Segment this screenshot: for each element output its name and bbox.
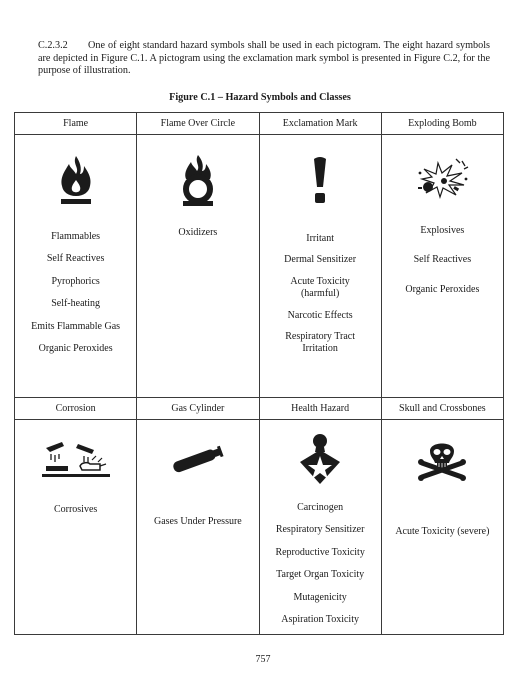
class-item: Irritant: [306, 233, 334, 244]
header-exclamation-mark: Exclamation Mark: [259, 113, 381, 135]
class-item: Reproductive Toxicity: [275, 546, 365, 558]
header-skull-and-crossbones: Skull and Crossbones: [381, 398, 503, 420]
class-item: Corrosives: [53, 504, 98, 515]
cell-gas-cylinder: [137, 420, 259, 635]
cell-corrosion: [15, 420, 137, 635]
exploding-bomb-icon: [412, 157, 472, 199]
cell-skull-and-crossbones: [381, 420, 503, 635]
health-hazard-classes: [260, 502, 381, 626]
class-item: Self-heating: [51, 298, 101, 310]
header-health-hazard: Health Hazard: [259, 398, 381, 420]
class-item: Respiratory Tract Irritation: [285, 331, 355, 355]
class-item: Self Reactives: [413, 254, 472, 266]
body-row-2: [15, 420, 504, 635]
class-item: Flammables: [51, 231, 101, 242]
exclamation-mark-classes: [260, 233, 381, 356]
class-item: Target Organ Toxicity: [276, 569, 365, 581]
header-flame: Flame: [15, 113, 137, 135]
flame-icon: [54, 154, 98, 206]
gas-cylinder-classes: [137, 516, 258, 528]
flame-over-circle-icon: [176, 153, 220, 207]
class-item: Gases Under Pressure: [153, 516, 242, 527]
class-item: Dermal Sensitizer: [284, 254, 357, 266]
body-row-1: [15, 135, 504, 398]
page-number: 757: [255, 654, 271, 665]
header-exploding-bomb: Exploding Bomb: [381, 113, 503, 135]
health-hazard-icon: [297, 432, 343, 486]
class-item: Acute Toxicity (harmful): [290, 275, 350, 300]
header-corrosion: Corrosion: [15, 398, 137, 420]
class-item: Pyrophorics: [51, 275, 100, 287]
intro-paragraph: [38, 40, 490, 78]
cell-exclamation-mark: [259, 135, 381, 398]
class-item: Emits Flammable Gas: [31, 320, 121, 332]
class-item: Carcinogen: [297, 502, 344, 513]
header-flame-over-circle: Flame Over Circle: [137, 113, 259, 135]
gas-cylinder-icon: [168, 444, 228, 474]
skull-and-crossbones-classes: [382, 526, 503, 538]
class-item: Organic Peroxides: [38, 343, 113, 355]
skull-and-crossbones-icon: [416, 437, 468, 481]
section-number: C.2.3.2: [38, 40, 68, 51]
class-item: Explosives: [420, 225, 465, 236]
class-item: Self Reactives: [46, 253, 105, 265]
flame-classes: [15, 231, 136, 355]
class-item: Organic Peroxides: [405, 283, 480, 295]
class-item: Oxidizers: [178, 227, 218, 238]
cell-flame-over-circle: [137, 135, 259, 398]
class-item: Narcotic Effects: [287, 309, 353, 321]
class-item: Mutagenicity: [293, 591, 347, 603]
cell-health-hazard: [259, 420, 381, 635]
header-row-2: [15, 398, 504, 420]
figure-title: Figure C.1 – Hazard Symbols and Classes: [169, 92, 351, 103]
class-item: Acute Toxicity (severe): [395, 526, 490, 537]
intro-text: One of eight standard hazard symbols shall be used in each pictogram. The eight hazard symbols are depicted in Figure C.1. A pictogram using the exclamation mark symbol is presented in Figure C.2, for the purpose of illustration.: [38, 40, 490, 77]
cell-exploding-bomb: [381, 135, 503, 398]
class-item: Aspiration Toxicity: [281, 614, 359, 626]
corrosion-icon: [42, 440, 110, 478]
cell-flame: [15, 135, 137, 398]
class-item: Respiratory Sensitizer: [275, 524, 365, 536]
exploding-bomb-classes: [382, 225, 503, 296]
corrosion-classes: [15, 504, 136, 516]
header-gas-cylinder: Gas Cylinder: [137, 398, 259, 420]
header-row-1: [15, 113, 504, 135]
flame-over-circle-classes: [137, 227, 258, 239]
hazard-symbols-table: [14, 112, 504, 635]
exclamation-mark-icon: [310, 155, 330, 205]
